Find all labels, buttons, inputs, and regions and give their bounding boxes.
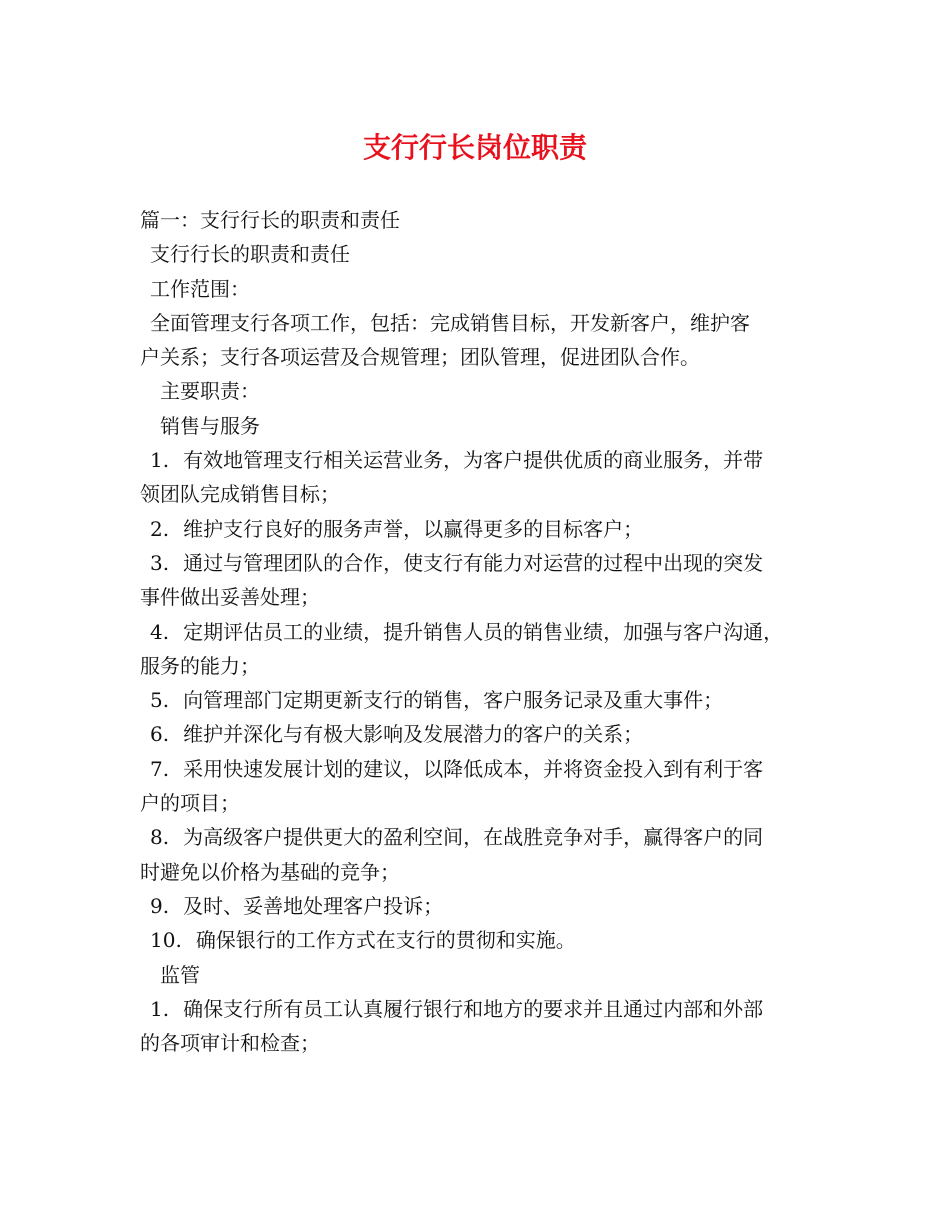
list-item [140, 923, 830, 957]
document-title: 支行行长岗位职责 [362, 131, 587, 164]
list-number: 2. [150, 516, 170, 541]
list-number: 1. [150, 996, 170, 1021]
paragraph-line: 全面管理支行各项工作，包括：完成销售目标，开发新客户，维护客 [150, 310, 750, 335]
paragraph-line: 户关系；支行各项运营及合规管理；团队管理，促进团队合作。 [140, 345, 700, 370]
duties-label: 主要职责： [160, 379, 260, 404]
list-number: 4. [150, 619, 170, 644]
category-heading: 监管 [160, 962, 200, 987]
list-item [140, 820, 830, 854]
list-number: 8. [150, 825, 170, 850]
list-text: 定期评估员工的业绩，提升销售人员的销售业绩，加强与客户沟通， [183, 619, 784, 644]
list-number: 5. [150, 688, 170, 713]
list-item [140, 615, 830, 649]
list-text: 向管理部门定期更新支行的销售，客户服务记录及重大事件； [183, 688, 724, 713]
list-text: 通过与管理团队的合作，使支行有能力对运营的过程中出现的突发 [183, 550, 764, 575]
list-number: 9. [150, 893, 170, 918]
list-item-continuation: 户的项目； [140, 791, 240, 816]
list-item [140, 443, 830, 477]
list-item [140, 992, 830, 1026]
list-number: 1. [150, 448, 170, 473]
list-item-continuation: 领团队完成销售目标； [140, 482, 340, 507]
section-heading: 篇一：支行行长的职责和责任 [140, 208, 400, 232]
list-item-continuation: 事件做出妥善处理； [140, 585, 320, 610]
subheading: 支行行长的职责和责任 [150, 242, 350, 267]
list-text: 为高级客户提供更大的盈利空间，在战胜竞争对手，赢得客户的同 [183, 825, 764, 850]
scope-label: 工作范围： [150, 276, 250, 301]
list-item [140, 683, 830, 717]
list-item-continuation: 的各项审计和检查； [140, 1031, 320, 1056]
list-text: 采用快速发展计划的建议，以降低成本，并将资金投入到有利于客 [183, 756, 764, 781]
list-text: 维护支行良好的服务声誉，以赢得更多的目标客户； [183, 516, 644, 541]
list-text: 确保支行所有员工认真履行银行和地方的要求并且通过内部和外部 [183, 996, 764, 1021]
list-item-continuation: 服务的能力； [140, 653, 260, 678]
category-heading: 销售与服务 [160, 413, 260, 438]
list-text: 有效地管理支行相关运营业务，为客户提供优质的商业服务，并带 [183, 448, 764, 473]
list-text: 维护并深化与有极大影响及发展潜力的客户的关系； [183, 722, 644, 747]
list-text: 及时、妥善地处理客户投诉； [183, 893, 444, 918]
list-number: 6. [150, 722, 170, 747]
document-body [140, 203, 830, 1060]
list-number: 7. [150, 756, 170, 781]
list-item [140, 546, 830, 580]
list-item [140, 889, 830, 923]
list-item-continuation: 时避免以价格为基础的竞争； [140, 859, 400, 884]
list-item [140, 512, 830, 546]
list-item [140, 717, 830, 751]
list-number: 10. [150, 928, 182, 953]
list-item [140, 752, 830, 786]
list-text: 确保银行的工作方式在支行的贯彻和实施。 [195, 928, 576, 953]
list-number: 3. [150, 550, 170, 575]
